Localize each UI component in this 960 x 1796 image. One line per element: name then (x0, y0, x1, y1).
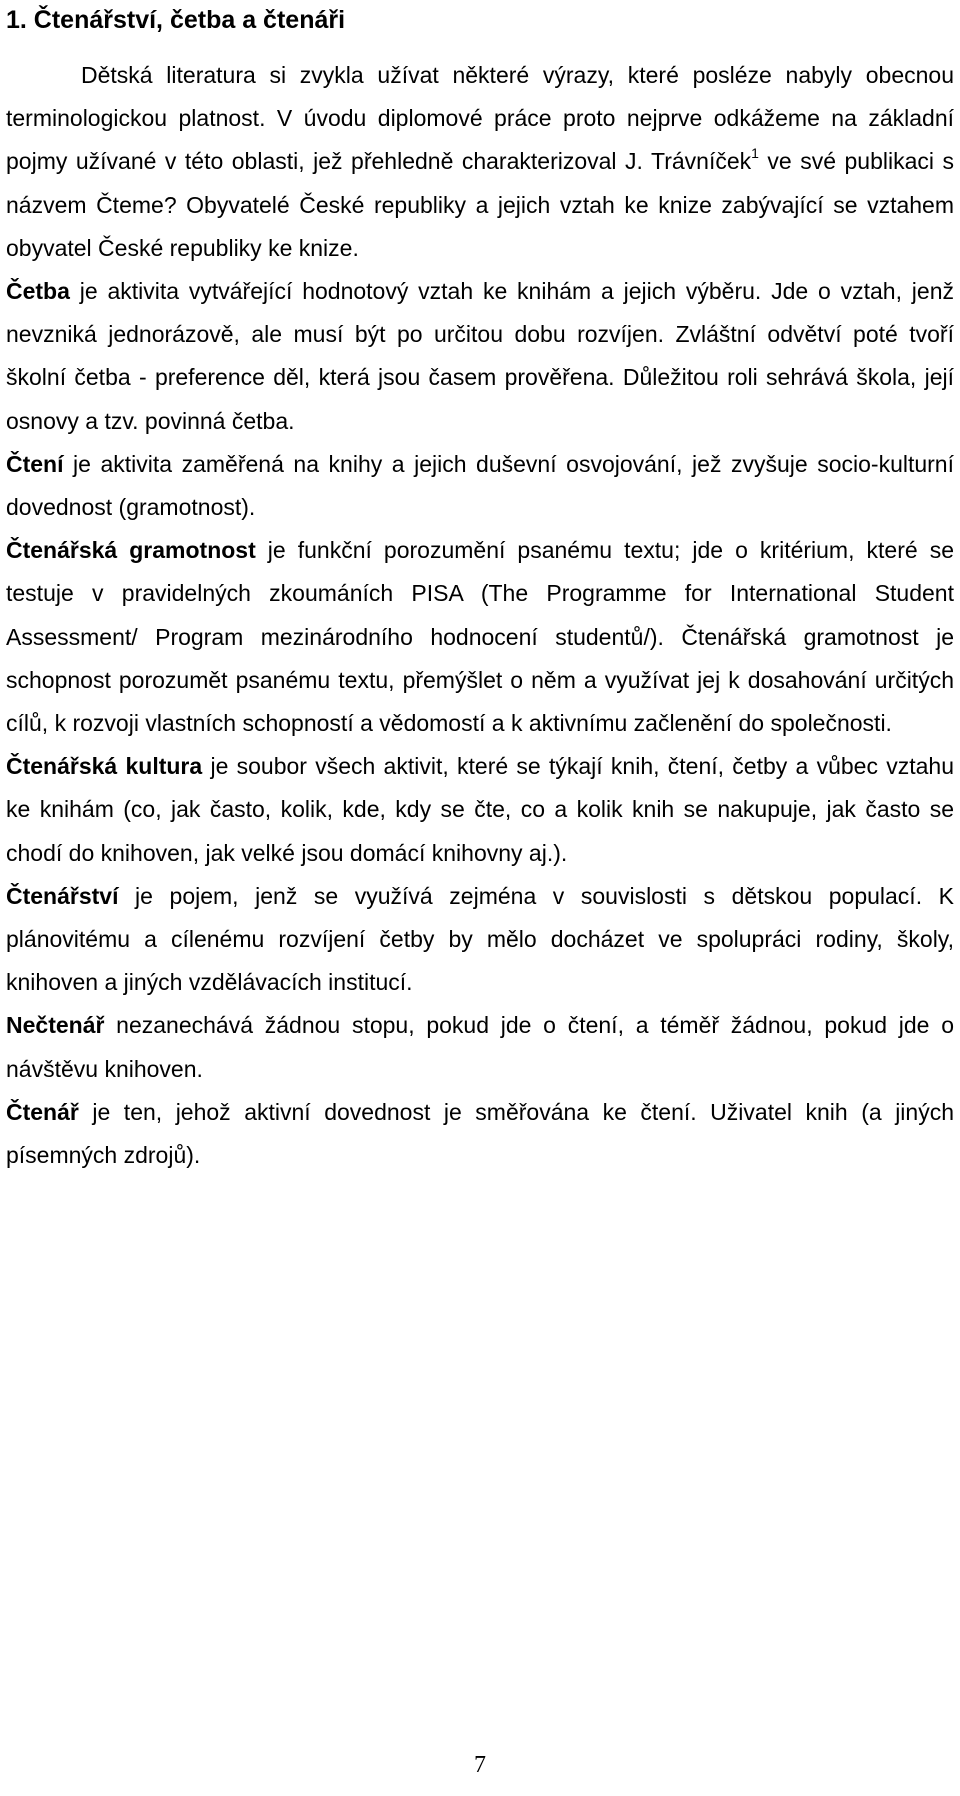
footnote-reference[interactable]: 1 (751, 144, 759, 161)
definition-text: nezanechává žádnou stopu, pokud jde o čtení, a téměř žádnou, pokud jde o návštěvu knihoven. (6, 1012, 954, 1082)
definition-term: Čtenář (6, 1098, 79, 1125)
definition-ctenarska-kultura (6, 745, 954, 875)
definition-term: Čtenářská kultura (6, 753, 203, 780)
intro-paragraph (6, 54, 954, 270)
definition-text: je ten, jehož aktivní dovednost je směřována ke čtení. Uživatel knih (a jiných písemných zdrojů). (6, 1098, 954, 1169)
definition-text: je soubor všech aktivit, které se týkají knih, čtení, četby a vůbec vztahu ke knihám (co, jak často, kolik, kde, kdy se čte, co a kolik knih se nakupuje, jak často se chodí do knihoven, jak velké jsou domácí knihovny aj.). (6, 753, 954, 866)
definition-term: Čtení (6, 450, 64, 477)
definition-text: je funkční porozumění psanému textu; jde o kritérium, které se testuje v pravidelných zkoumáních PISA (The Programme for International Student Assessment/ Program mezinárodního hodnocení studentů/). Čtenářská gramotnost je schopnost porozumět psanému textu, přemýšlet o něm a využívat jej k dosahování určitých cílů, k rozvoji vlastních schopností a vědomostí a k aktivnímu začlenění do společnosti. (6, 537, 954, 737)
definition-term: Četba (6, 278, 70, 305)
intro-text-start: Dětská literatura si zvykla užívat některé výrazy, které posléze nabyly obecnou terminologickou platnost. V úvodu diplomové práce proto nejprve odkážeme na základní pojmy užívané v této oblasti, jež přehledně charakterizoval J. Trávníček (6, 62, 954, 175)
definition-text: je aktivita zaměřená na knihy a jejich duševní osvojování, jež zvyšuje socio-kulturní dovednost (gramotnost). (6, 450, 954, 521)
definition-ctenarstvi (6, 875, 954, 1005)
definition-term: Nečtenář (6, 1012, 105, 1039)
chapter-body (6, 54, 954, 1177)
definition-nectenar (6, 1004, 954, 1090)
definition-cteni (6, 443, 954, 529)
definition-term: Čtenářství (6, 882, 119, 909)
definition-text: je pojem, jenž se využívá zejména v souvislosti s dětskou populací. K plánovitému a cílenému rozvíjení četby by mělo docházet ve spolupráci rodiny, školy, knihoven a jiných vzdělávacích institucí. (6, 882, 954, 996)
definition-text: je aktivita vytvářející hodnotový vztah ke knihám a jejich výběru. Jde o vztah, jenž nevzniká jednorázově, ale musí být po určitou dobu rozvíjen. Zvláštní odvětví poté tvoří školní četba - preference děl, která jsou časem prověřena. Důležitou roli sehrává škola, její osnovy a tzv. povinná četba. (6, 278, 954, 434)
page-number: 7 (474, 1752, 486, 1778)
chapter-heading: 1. Čtenářství, četba a čtenáři (6, 6, 346, 34)
definition-cetba (6, 270, 954, 443)
definition-ctenarska-gramotnost (6, 529, 954, 745)
definition-term: Čtenářská gramotnost (6, 537, 256, 564)
definition-ctenar (6, 1091, 954, 1177)
intro-text-end: ve své publikaci s názvem Čteme? Obyvatelé České republiky a jejich vztah ke knize zabývající se vztahem obyvatel České republiky ke knize. (6, 148, 954, 261)
